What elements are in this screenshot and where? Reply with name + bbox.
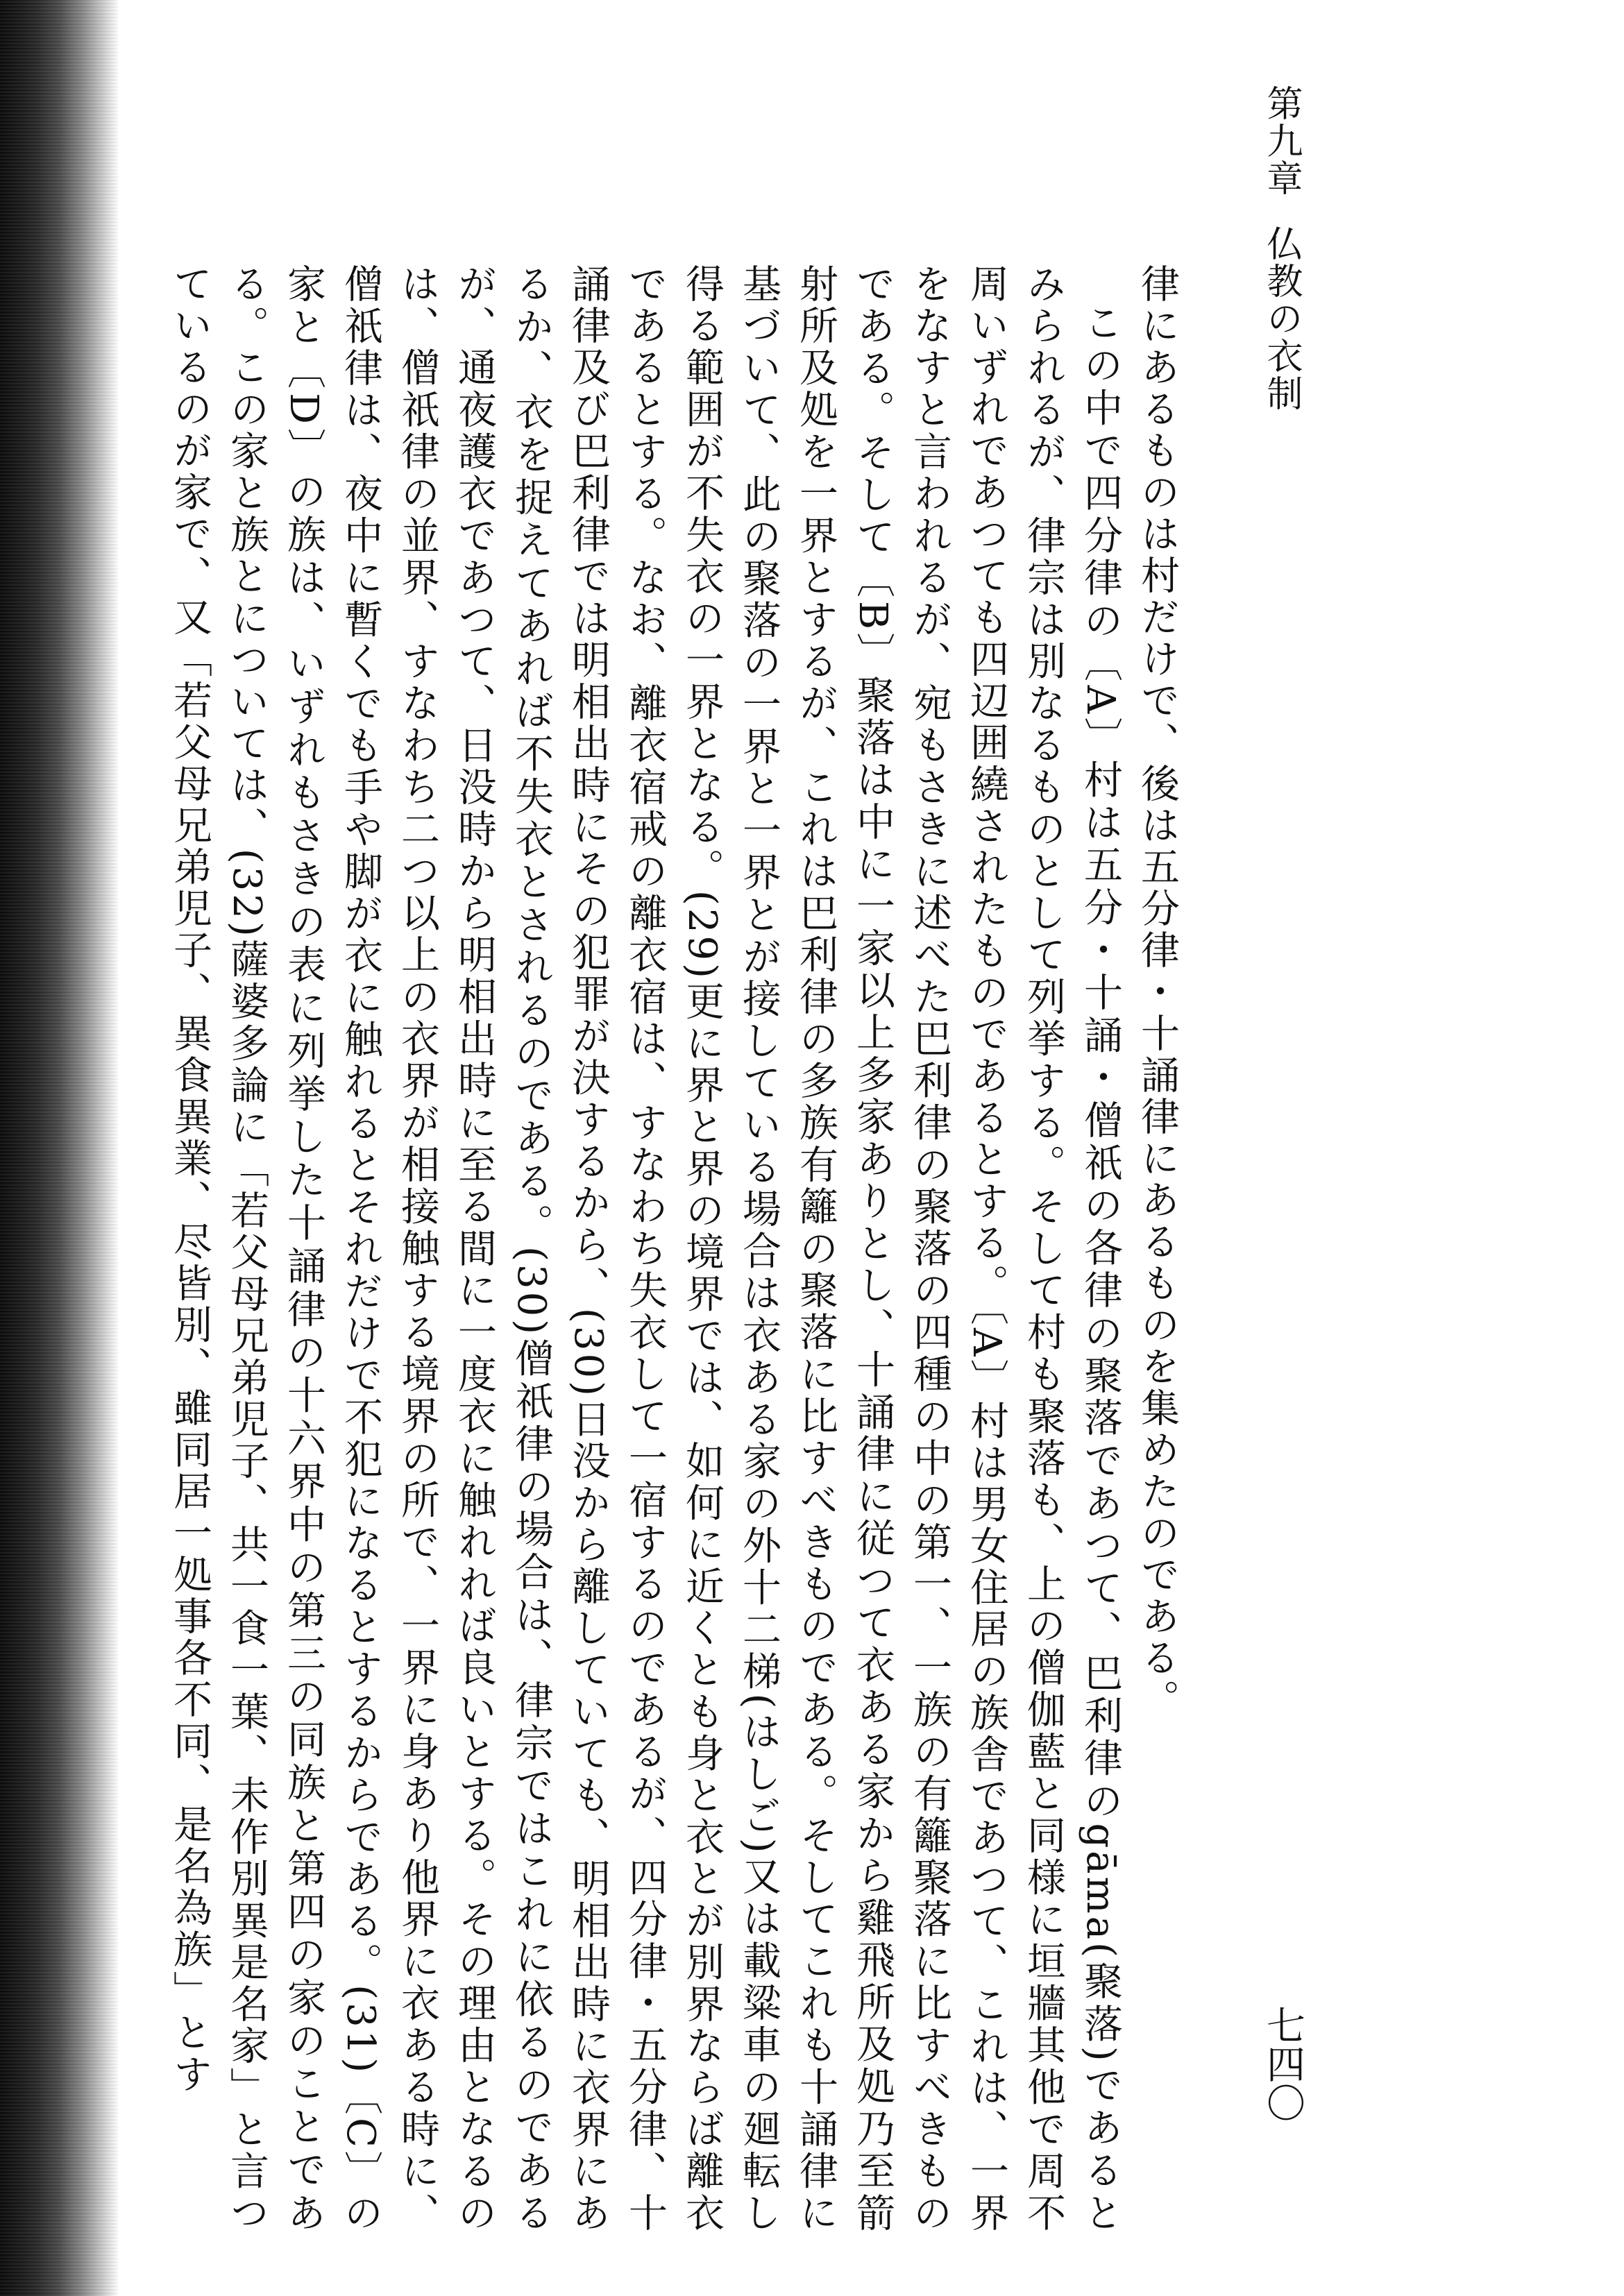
paragraph-1: 律にあるものは村だけで、後は五分律・十誦律にあるものを集めたのである。 — [1135, 264, 1180, 1721]
scan-binding-edge — [0, 0, 118, 2296]
page-number: 七四〇 — [1260, 2005, 1305, 2122]
chapter-title: 仏教の衣制 — [1260, 225, 1302, 412]
running-head — [1260, 85, 1302, 412]
body-text — [167, 264, 1185, 2235]
paragraph-2: この中で四分律の〔A〕村は五分・十誦・僧祇の各律の聚落であつて、巴利律のgāma(聚落)であるとみられるが、律宗は別なるものとして列挙する。そして村も聚落も、上の僧伽藍と同様に垣牆其他で周不周いずれであつても四辺囲繞されたものであるとする。〔A〕村は男女住居の族舎であつて、これは、一界をなすと言われるが、宛もさきに述べた巴利律の聚落の四種の中の第一、一族の有籬聚落に比すべきものである。そして〔B〕聚落は中に一家以上多家ありとし、十誦律に従つて衣ある家から雞飛所及処乃至箭射所及処を一界とするが、これは巴利律の多族有籬の聚落に比すべきものである。そしてこれも十誦律に基づいて、此の聚落の一界と一界とが接している場合は衣ある家の外十二梯(はしご)又は載粱車の廻転し得る範囲が不失衣の一界となる。(29)更に界と界の境界では、如何に近くとも身と衣とが別界ならば離衣であるとする。なお、離衣宿戒の離衣宿は、すなわち失衣して一宿するのであるが、四分律・五分律、十誦律及び巴利律では明相出時にその犯罪が決するから、(30)日没から離していても、明相出時に衣界にあるか、衣を捉えてあれば不失衣とされるのである。(30)僧祇律の場合は、律宗ではこれに依るのであるが、通夜護衣であつて、日没時から明相出時に至る間に一度衣に触れれば良いとする。その理由となるのは、僧祇律の並界、すなわち二つ以上の衣界が相接触する境界の所で、一界に身あり他界に衣ある時に、僧祇律は、夜中に暫くでも手や脚が衣に触れるとそれだけで不犯になるとするからである。(31)〔C〕の家と〔D〕の族は、いずれもさきの表に列挙した十誦律の十六界中の第三の同族と第四の家のことである。この家と族とについては、(32)薩婆多論に「若父母兄弟児子、共一食一葉、未作別異是名家」と言つているのが家で、又「若父母兄弟児子、異食異業、尽皆別、雖同居一処事各不同、是名為族」とす — [167, 264, 1123, 2235]
chapter-number: 第九章 — [1260, 85, 1302, 197]
